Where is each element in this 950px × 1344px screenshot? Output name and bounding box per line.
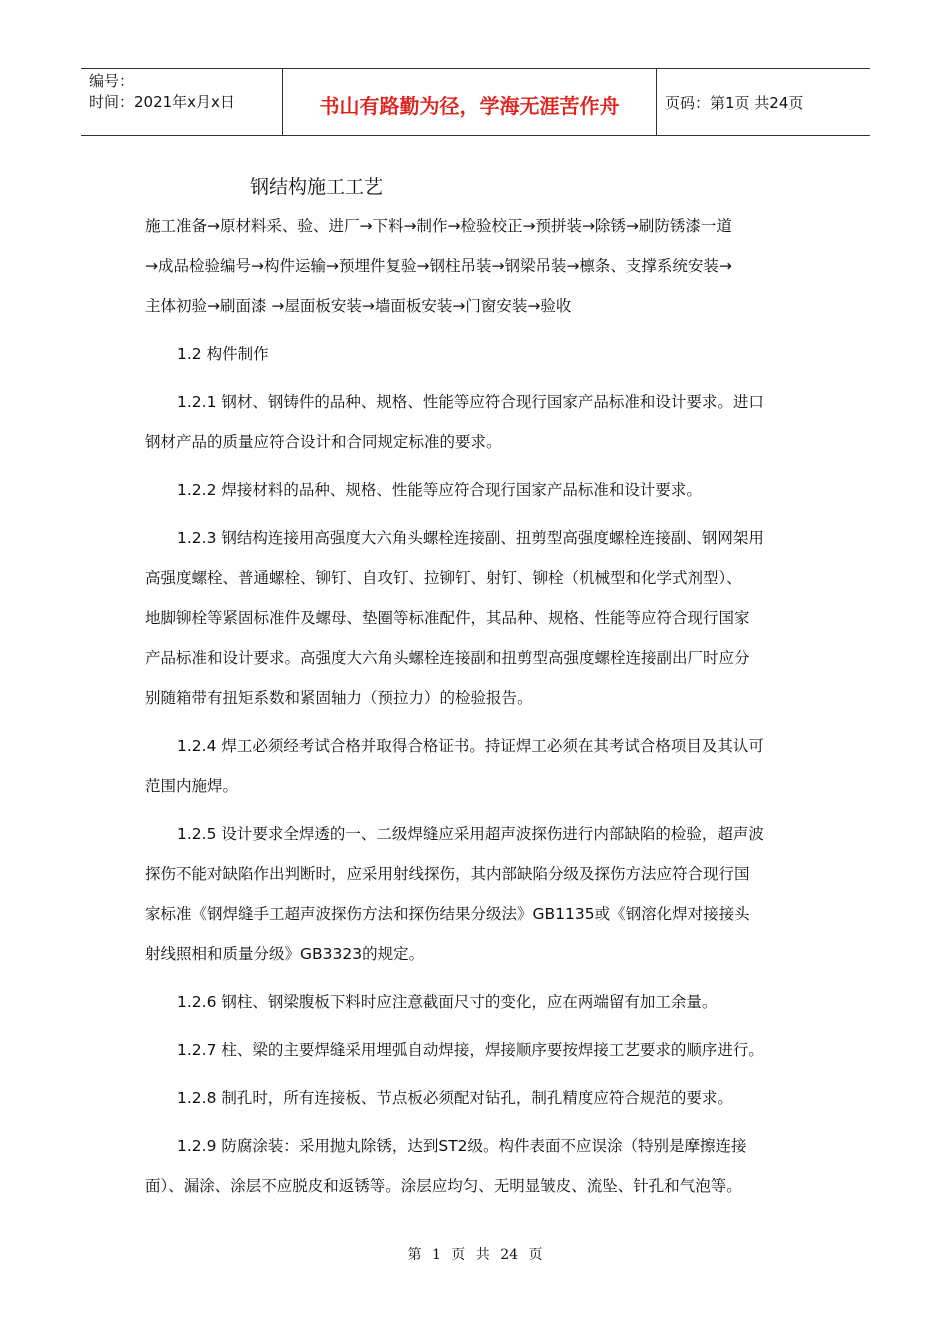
section-heading: 1.2 构件制作 — [177, 345, 269, 363]
document-body — [145, 206, 810, 1206]
paragraph-1-2-4-line: 1.2.4 焊工必须经考试合格并取得合格证书。持证焊工必须在其考试合格项目及其认可 — [177, 737, 764, 755]
document-title: 钢结构施工工艺 — [250, 176, 384, 198]
header-left-cell — [81, 69, 283, 135]
paragraph-1-2-6: 1.2.6 钢柱、钢梁腹板下料时应注意截面尺寸的变化，应在两端留有加工余量。 — [177, 993, 718, 1011]
paragraph-1-2-3-line: 1.2.3 钢结构连接用高强度大六角头螺栓连接副、扭剪型高强度螺栓连接副、钢网架用 — [177, 529, 764, 547]
paragraph-1-2-3-line: 高强度螺栓、普通螺栓、铆钉、自攻钉、拉铆钉、射钉、铆栓（机械型和化学式剂型）、 — [145, 569, 742, 587]
paragraph-1-2-8: 1.2.8 制孔时，所有连接板、节点板必须配对钻孔，制孔精度应符合规范的要求。 — [177, 1089, 733, 1107]
paragraph-1-2-1-line: 钢材产品的质量应符合设计和合同规定标准的要求。 — [145, 433, 502, 451]
paragraph-1-2-1-line: 1.2.1 钢材、钢铸件的品种、规格、性能等应符合现行国家产品标准和设计要求。进口 — [177, 393, 764, 411]
process-flow-line: 主体初验→刷面漆 →屋面板安装→墙面板安装→门窗安装→验收 — [145, 297, 572, 315]
paragraph-1-2-9-line: 面）、漏涂、涂层不应脱皮和返锈等。涂层应均匀、无明显皱皮、流坠、针孔和气泡等。 — [145, 1177, 742, 1195]
paragraph-1-2-4-line: 范围内施焊。 — [145, 777, 239, 795]
paragraph-1-2-3-line: 别随箱带有扭矩系数和紧固轴力（预拉力）的检验报告。 — [145, 689, 533, 707]
number-label: 编号： — [89, 72, 135, 90]
page-footer: 第 1 页 共 24 页 — [407, 1247, 543, 1263]
header-table — [81, 68, 870, 136]
paragraph-1-2-5-line: 家标准《钢焊缝手工超声波探伤方法和探伤结果分级法》GB1135或《钢溶化焊对接接头 — [145, 905, 750, 923]
process-flow-line: →成品检验编号→构件运输→预埋件复验→钢柱吊装→钢梁吊装→檩条、支撑系统安装→ — [145, 257, 732, 275]
paragraph-1-2-5-line: 射线照相和质量分级》GB3323的规定。 — [145, 945, 425, 963]
paragraph-1-2-9-line: 1.2.9 防腐涂装：采用抛丸除锈，达到ST2级。构件表面不应误涂（特别是摩擦连接 — [177, 1137, 747, 1155]
paragraph-1-2-3-line: 产品标准和设计要求。高强度大六角头螺栓连接副和扭剪型高强度螺栓连接副出厂时应分 — [145, 649, 750, 667]
paragraph-1-2-5-line: 探伤不能对缺陷作出判断时，应采用射线探伤，其内部缺陷分级及探伤方法应符合现行国 — [145, 865, 750, 883]
paragraph-1-2-7: 1.2.7 柱、梁的主要焊缝采用埋弧自动焊接，焊接顺序要按焊接工艺要求的顺序进行。 — [177, 1041, 764, 1059]
time-label: 时间：2021年x月x日 — [89, 93, 235, 111]
process-flow-line: 施工准备→原材料采、验、进厂→下料→制作→检验校正→预拼装→除锈→刷防锈漆一道 — [145, 217, 732, 235]
paragraph-1-2-5-line: 1.2.5 设计要求全焊透的一、二级焊缝应采用超声波探伤进行内部缺陷的检验，超声波 — [177, 825, 764, 843]
page-info: 页码：第1页 共24页 — [665, 93, 804, 112]
paragraph-1-2-3-line: 地脚铆栓等紧固标准件及螺母、垫圈等标准配件，其品种、规格、性能等应符合现行国家 — [145, 609, 750, 627]
paragraph-1-2-2: 1.2.2 焊接材料的品种、规格、性能等应符合现行国家产品标准和设计要求。 — [177, 481, 702, 499]
motto: 书山有路勤为径，学海无涯苦作舟 — [283, 69, 657, 135]
